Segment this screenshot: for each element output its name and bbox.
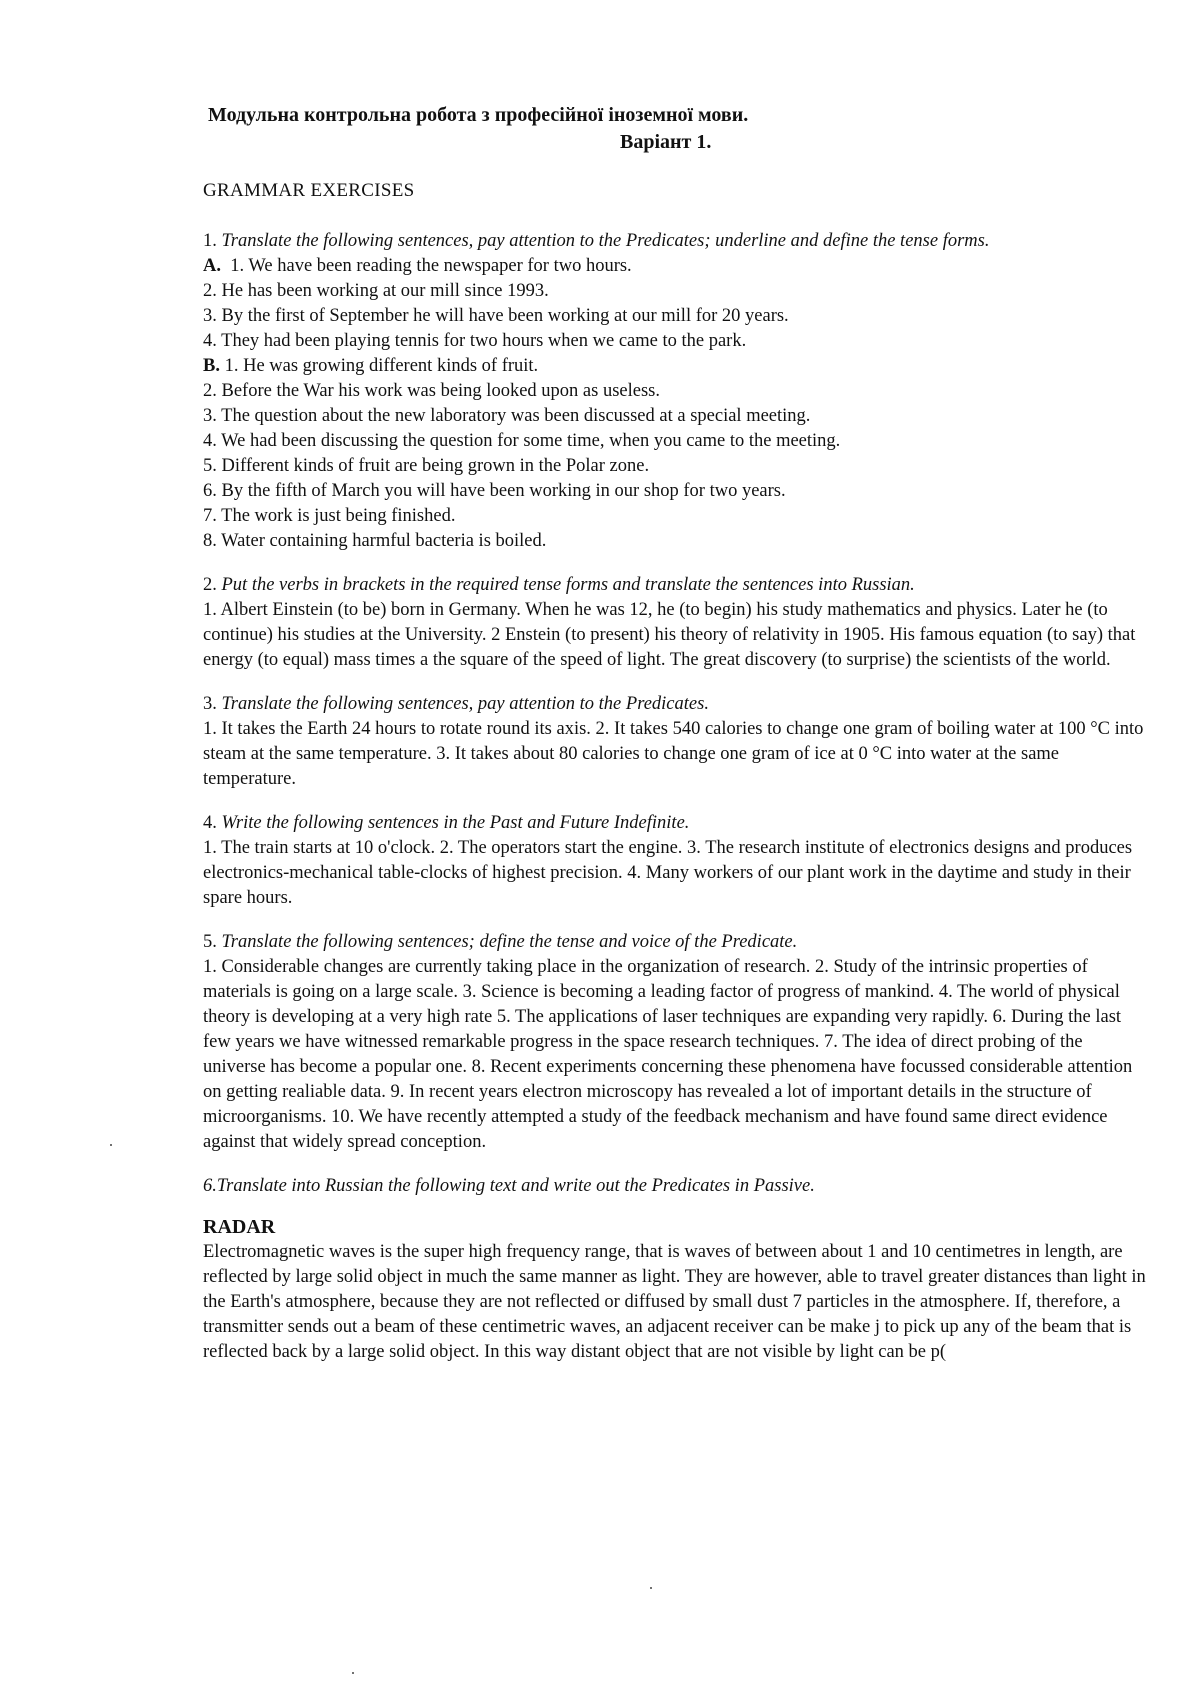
exercise-4-text: 1. The train starts at 10 o'clock. 2. The operators start the engine. 3. The research institute of electronics designs and produces electronics-mechanical table-clocks of highest precision. 4. Many workers of our plant work in the daytime and study in their spare hours. (203, 838, 1133, 908)
variant-label: Варіант 1. (620, 131, 712, 153)
exercise-1-number: 1. (203, 231, 217, 251)
part-b-marker: B. (203, 356, 220, 376)
exercise-1-b-item (203, 354, 1147, 379)
exercise-1-b-item: 2. Before the War his work was being looked upon as useless. (203, 381, 660, 401)
radar-text: Electromagnetic waves is the super high frequency range, that is waves of between about 1 and 10 centimetres in length, are reflected by large solid object in much the same manner as light. They are however, able to travel greater distances than light in the Earth's atmosphere, because they are not reflected or diffused by small dust 7 particles in the atmosphere. If, therefore, a transmitter sends out a beam of these centimetric waves, an adjacent receiver can be make j to pick up any of the beam that is reflected back by a large solid object. In this way distant object that are not visible by light can be p( (203, 1242, 1146, 1362)
exercise-5-number: 5. (203, 932, 217, 952)
exercise-1-b-item: 5. Different kinds of fruit are being grown in the Polar zone. (203, 456, 650, 476)
scan-speck (650, 1587, 652, 1589)
exercise-4-task (203, 811, 1147, 836)
exercise-5-task (203, 930, 1147, 955)
exercise-1-instruction: Translate the following sentences, pay attention to the Predicates; underline and define the tense forms. (221, 231, 990, 251)
exercise-3-instruction: Translate the following sentences, pay attention to the Predicates. (221, 694, 709, 714)
exercises-body (203, 229, 1147, 1365)
exercise-1-a-item (203, 254, 1147, 279)
exercise-4-instruction: Write the following sentences in the Past and Future Indefinite. (221, 813, 690, 833)
exercise-3-text: 1. It takes the Earth 24 hours to rotate round its axis. 2. It takes 540 calories to change one gram of boiling water at 100 °C into steam at the same temperature. 3. It takes about 80 calories to change one gram of ice at 0 °C into water at the same temperature. (203, 719, 1144, 789)
exercise-1-a-item: 4. They had been playing tennis for two hours when we came to the park. (203, 331, 747, 351)
exercise-2-task (203, 573, 1147, 598)
exercise-1-b-item: 4. We had been discussing the question for some time, when you came to the meeting. (203, 431, 841, 451)
part-a-marker: A. (203, 256, 221, 276)
exercise-1-b-item: 3. The question about the new laboratory was been discussed at a special meeting. (203, 406, 811, 426)
radar-heading: RADAR (203, 1216, 276, 1238)
exercise-1-a-item: 2. He has been working at our mill since 1993. (203, 281, 549, 301)
exercise-4-number: 4. (203, 813, 217, 833)
exercise-2-text: 1. Albert Einstein (to be) born in Germany. When he was 12, he (to begin) his study mathematics and physics. Later he (to continue) his studies at the University. 2 Enstein (to present) his theory of relativity in 1905. His famous equation (to say) that energy (to equal) mass times a the square of the speed of light. The great discovery (to surprise) the scientists of the world. (203, 600, 1136, 670)
exercise-1-b-item: 6. By the fifth of March you will have been working in our shop for two years. (203, 481, 786, 501)
exercise-2-instruction: Put the verbs in brackets in the required tense forms and translate the sentences into Russian. (221, 575, 915, 595)
exercise-1-b-item: 8. Water containing harmful bacteria is boiled. (203, 531, 547, 551)
exercise-3-task (203, 692, 1147, 717)
exercise-1-a-item: 3. By the first of September he will have been working at our mill for 20 years. (203, 306, 789, 326)
sentence: 1. He was growing different kinds of fruit. (224, 356, 539, 376)
scan-speck (352, 1672, 354, 1674)
exercise-6-instruction: 6.Translate into Russian the following text and write out the Predicates in Passive. (203, 1176, 815, 1196)
document-title: Модульна контрольна робота з професійної іноземної мови. (208, 104, 749, 126)
scan-speck (110, 1144, 112, 1146)
exercise-5-instruction: Translate the following sentences; define the tense and voice of the Predicate. (221, 932, 798, 952)
exercise-5-text: 1. Considerable changes are currently taking place in the organization of research. 2. Study of the intrinsic properties of materials is going on a large scale. 3. Science is becoming a leading factor of progress of mankind. 4. The world of physical theory is developing at a very high rate 5. The applications of laser techniques are expanding very rapidly. 6. During the last few years we have witnessed remarkable progress in the space research techniques. 7. The idea of direct probing of the universe has become a popular one. 8. Recent experiments concerning these phenomena have focussed considerable attention on getting realiable data. 9. In recent years electron microscopy has revealed a lot of important details in the structure of microorganisms. 10. We have recently attempted a study of the feedback mechanism and have found same direct evidence against that widely spread conception. (203, 957, 1133, 1152)
section-heading: GRAMMAR EXERCISES (203, 180, 415, 201)
exercise-1-task (203, 229, 1147, 254)
exercise-2-number: 2. (203, 575, 217, 595)
exercise-1-b-item: 7. The work is just being finished. (203, 506, 456, 526)
sentence: 1. We have been reading the newspaper for two hours. (230, 256, 632, 276)
exercise-3-number: 3. (203, 694, 217, 714)
